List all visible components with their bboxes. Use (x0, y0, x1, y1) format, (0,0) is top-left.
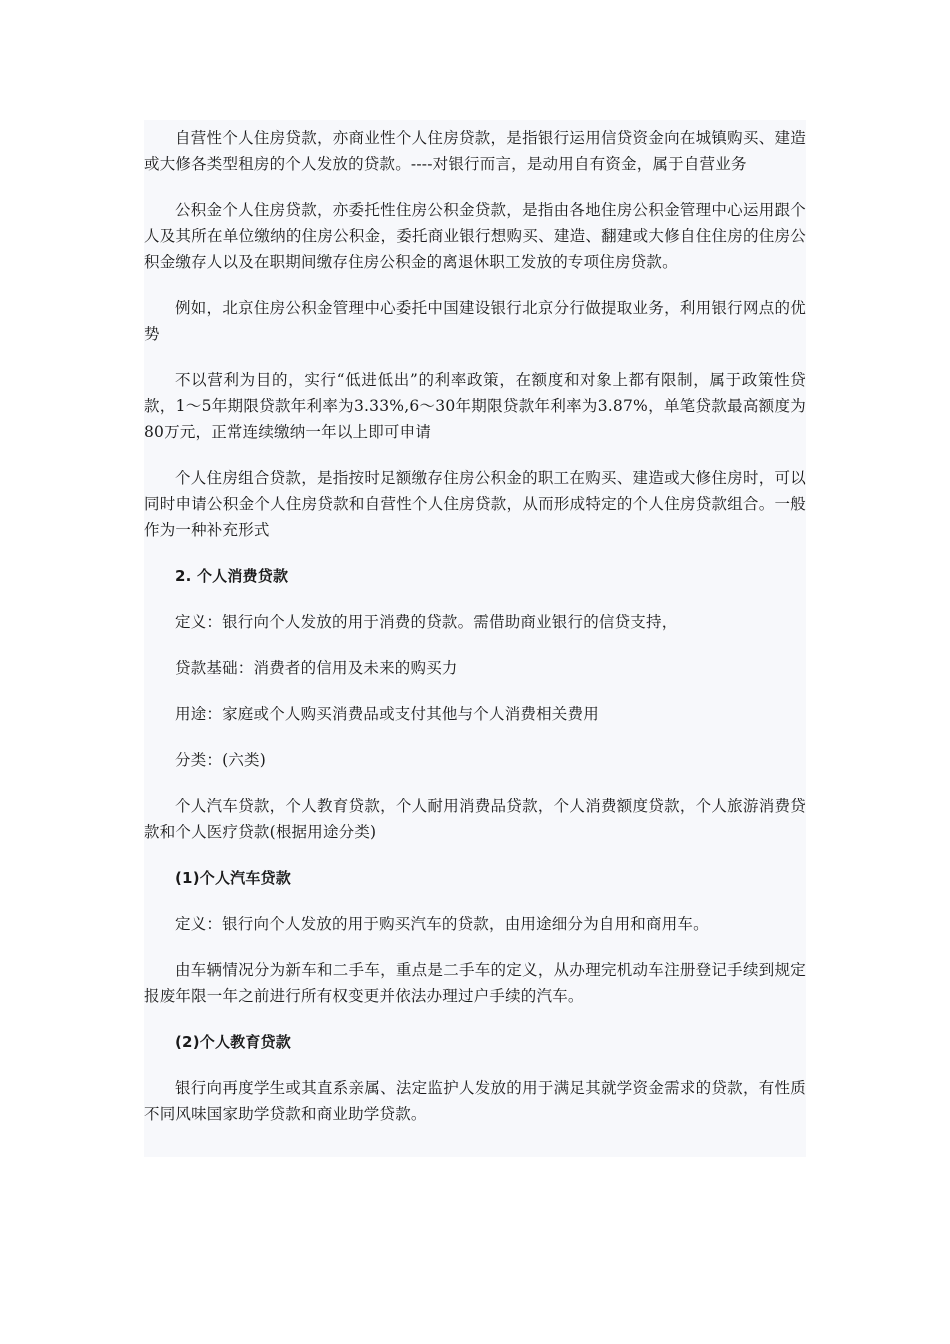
paragraph-interest-policy: 不以营利为目的，实行“低进低出”的利率政策，在额度和对象上都有限制，属于政策性贷款，1～5年期限贷款年利率为3.33%,6～30年期限贷款年利率为3.87%，单笔贷款最高额度为80万元，正常连续缴纳一年以上即可申请 (144, 371, 806, 441)
heading-education-loan: (2)个人教育贷款 (175, 1033, 291, 1051)
paragraph-education-definition: 银行向再度学生或其直系亲属、法定监护人发放的用于满足其就学资金需求的贷款，有性质不同风味国家助学贷款和商业助学贷款。 (144, 1079, 806, 1123)
document-content (144, 120, 806, 1157)
paragraph-used-car: 由车辆情况分为新车和二手车，重点是二手车的定义，从办理完机动车注册登记手续到规定报废年限一年之前进行所有权变更并依法办理过户手续的汽车。 (144, 961, 806, 1005)
paragraph-loan-basis: 贷款基础：消费者的信用及未来的购买力 (175, 659, 458, 677)
heading-consumer-loan: 2. 个人消费贷款 (175, 567, 289, 585)
paragraph-usage: 用途：家庭或个人购买消费品或支付其他与个人消费相关费用 (175, 705, 599, 723)
paragraph-definition: 定义：银行向个人发放的用于消费的贷款。需借助商业银行的信贷支持， (175, 613, 678, 631)
paragraph-auto-definition: 定义：银行向个人发放的用于购买汽车的贷款，由用途细分为自用和商用车。 (175, 915, 709, 933)
paragraph-example-beijing: 例如，北京住房公积金管理中心委托中国建设银行北京分行做提取业务，利用银行网点的优势 (144, 299, 806, 343)
paragraph-provident-fund-loan: 公积金个人住房贷款，亦委托性住房公积金贷款，是指由各地住房公积金管理中心运用跟个人及其所在单位缴纳的住房公积金，委托商业银行想购买、建造、翻建或大修自住住房的住房公积金缴存人以及在职期间缴存住房公积金的离退休职工发放的专项住房贷款。 (144, 201, 806, 271)
heading-auto-loan: (1)个人汽车贷款 (175, 869, 291, 887)
paragraph-combined-loan: 个人住房组合贷款，是指按时足额缴存住房公积金的职工在购买、建造或大修住房时，可以同时申请公积金个人住房贷款和自营性个人住房贷款，从而形成特定的个人住房贷款组合。一般作为一种补充形式 (144, 469, 806, 539)
paragraph-loan-types: 个人汽车贷款，个人教育贷款，个人耐用消费品贷款，个人消费额度贷款，个人旅游消费贷款和个人医疗贷款(根据用途分类) (144, 797, 806, 841)
paragraph-classification: 分类：(六类) (175, 751, 266, 769)
paragraph-self-operated-housing-loan: 自营性个人住房贷款，亦商业性个人住房贷款，是指银行运用信贷资金向在城镇购买、建造或大修各类型租房的个人发放的贷款。----对银行而言，是动用自有资金，属于自营业务 (144, 129, 806, 173)
